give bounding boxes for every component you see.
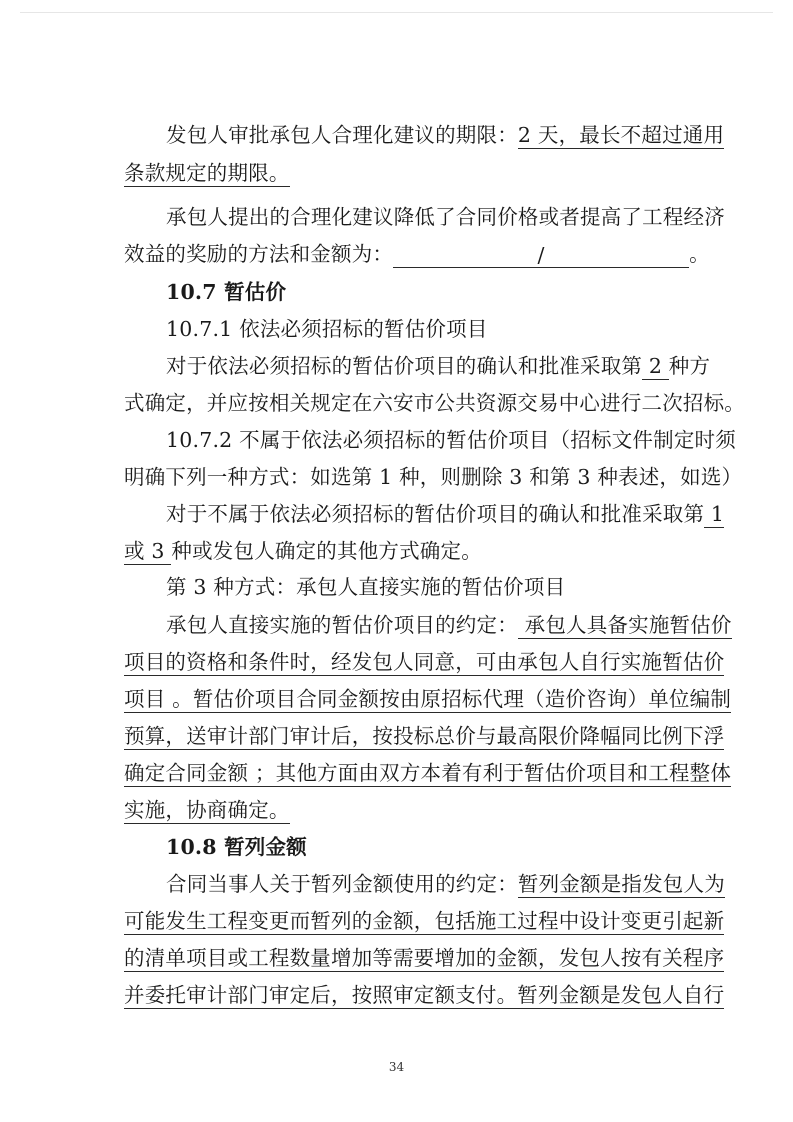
section-10-7-heading: 10.7 暂估价 xyxy=(166,280,287,304)
direct-impl-line-3 xyxy=(124,685,731,713)
direct-impl-line-1 xyxy=(166,611,732,639)
non-tender-method-label: 对于不属于依法必须招标的暂估价项目的确认和批准采取第 xyxy=(166,502,705,526)
direct-impl-line-4 xyxy=(124,722,724,750)
tender-method-label: 对于依法必须招标的暂估价项目的确认和批准采取第 xyxy=(166,354,643,378)
direct-impl-text-5: 确定合同金额 ；其他方面由双方本着有利于暂估价项目和工程整体 xyxy=(124,761,732,785)
approval-period-line xyxy=(166,121,724,149)
reward-text: 承包人提出的合理化建议降低了合同价格或者提高了工程经济 xyxy=(166,205,725,229)
non-tender-method-suffix: 种或发包人确定的其他方式确定。 xyxy=(171,539,482,563)
direct-impl-line-2 xyxy=(124,648,724,676)
non-tender-method-value-cont: 或 3 xyxy=(124,539,172,563)
direct-impl-text-2: 项目的资格和条件时，经发包人同意，可由承包人自行实施暂估价 xyxy=(124,650,725,674)
provisional-sum-line-1 xyxy=(166,870,725,898)
non-tender-method-line-2 xyxy=(124,537,482,565)
tender-method-value: 2 xyxy=(642,354,669,378)
approval-period-label: 发包人审批承包人合理化建议的期限： xyxy=(166,123,518,147)
provisional-sum-value: 暂列金额是指发包人为 xyxy=(517,872,725,896)
direct-impl-text-3: 项目 。暂估价项目合同金额按由原招标代理（造价咨询）单位编制 xyxy=(124,687,732,711)
tender-method-line xyxy=(166,352,710,380)
non-tender-method-value: 1 xyxy=(704,502,725,526)
provisional-sum-text-2: 可能发生工程变更而暂列的金额，包括施工过程中设计变更引起新 xyxy=(124,909,725,933)
provisional-sum-line-2 xyxy=(124,907,724,935)
provisional-sum-text-4: 并委托审计部门审定后，按照审定额支付。暂列金额是发包人自行 xyxy=(124,983,725,1007)
reward-blank-field: / xyxy=(393,241,689,268)
section-10-7-2-heading: 10.7.2 不属于依法必须招标的暂估价项目（招标文件制定时须 xyxy=(166,428,736,452)
section-10-7-2-note: 明确下列一种方式：如选第 1 种，则删除 3 和第 3 种表述，如选） xyxy=(124,465,743,489)
provisional-sum-line-4 xyxy=(124,981,724,1009)
page-number: 34 xyxy=(388,1060,405,1074)
reward-label: 效益的奖励的方法和金额为： xyxy=(124,242,394,266)
method-3-heading: 第 3 种方式：承包人直接实施的暂估价项目 xyxy=(166,575,566,599)
reward-period: 。 xyxy=(689,242,710,266)
approval-period-value: 2 天，最长不超过通用 xyxy=(517,123,725,147)
direct-impl-label: 承包人直接实施的暂估价项目的约定： xyxy=(166,613,518,637)
approval-period-line-2 xyxy=(124,159,290,187)
section-10-8-heading: 10.8 暂列金额 xyxy=(166,835,307,859)
direct-impl-line-6 xyxy=(124,796,290,824)
provisional-sum-line-3 xyxy=(124,944,724,972)
reward-line-1 xyxy=(166,203,725,231)
direct-impl-line-5 xyxy=(124,759,731,787)
reward-line-2 xyxy=(124,240,710,268)
direct-impl-value: 承包人具备实施暂估价 xyxy=(517,613,732,637)
section-10-7-1-heading: 10.7.1 依法必须招标的暂估价项目 xyxy=(166,317,488,341)
non-tender-method-line xyxy=(166,500,724,528)
provisional-sum-label: 合同当事人关于暂列金额使用的约定： xyxy=(166,872,518,896)
scan-edge-line xyxy=(20,12,773,13)
tender-method-suffix: 种方 xyxy=(668,354,711,378)
approval-period-value-cont: 条款规定的期限。 xyxy=(124,161,290,185)
direct-impl-text-6: 实施，协商确定。 xyxy=(124,798,290,822)
tender-method-line-2: 式确定，并应按相关规定在六安市公共资源交易中心进行二次招标。 xyxy=(124,391,745,415)
provisional-sum-text-3: 的清单项目或工程数量增加等需要增加的金额，发包人按有关程序 xyxy=(124,946,725,970)
direct-impl-text-4: 预算，送审计部门审计后，按投标总价与最高限价降幅同比例下浮 xyxy=(124,724,725,748)
